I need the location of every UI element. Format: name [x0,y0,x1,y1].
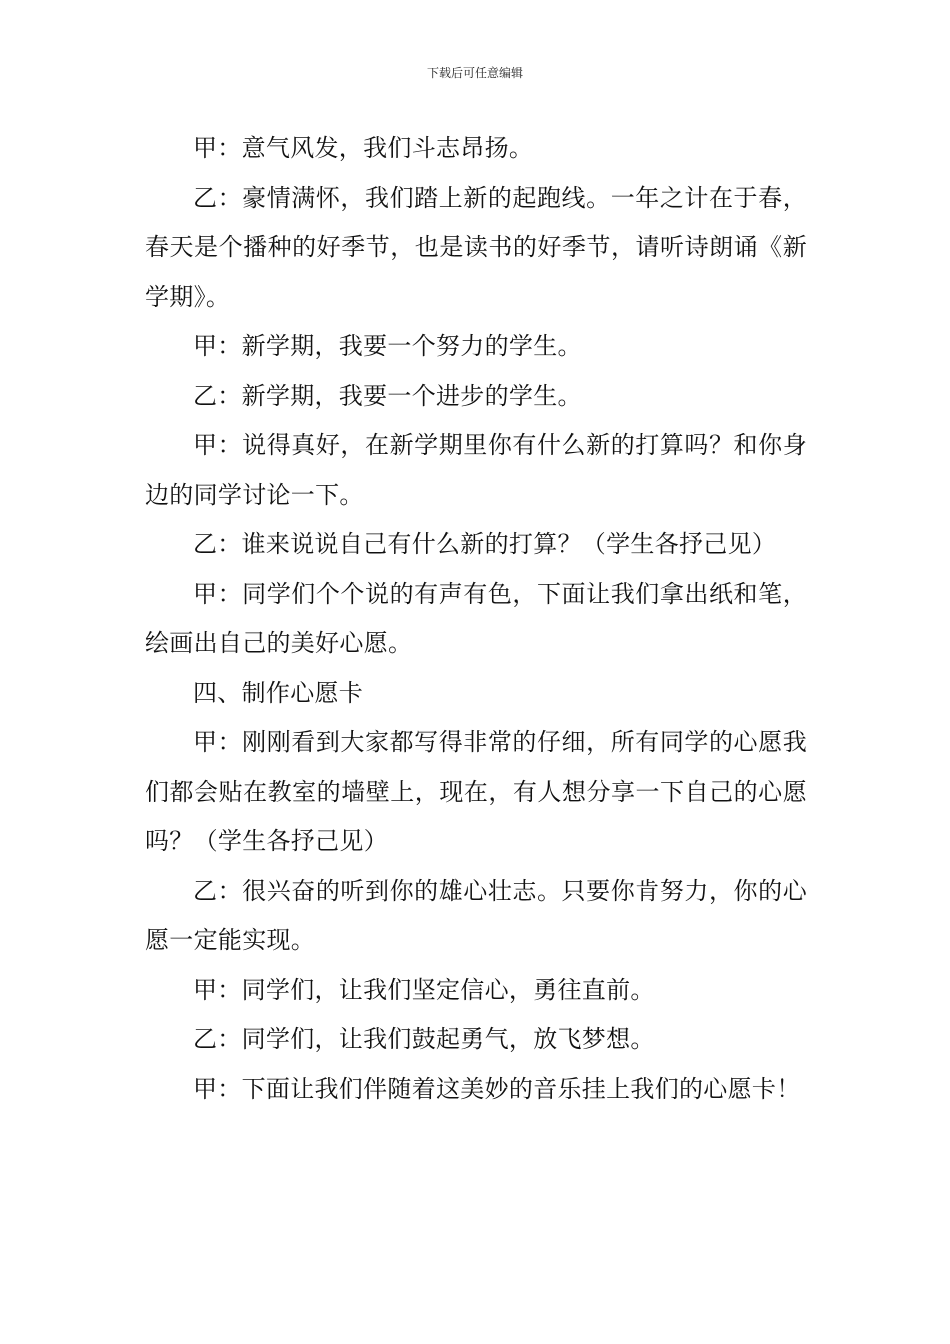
paragraph: 乙：豪情满怀，我们踏上新的起跑线。一年之计在于春，春天是个播种的好季节，也是读书的好季节，请听诗朗诵《新学期》。 [145,183,807,311]
document-body [145,124,807,1114]
paragraph: 乙：新学期，我要一个进步的学生。 [193,381,582,410]
section-heading: 四、制作心愿卡 [193,678,364,707]
paragraph: 乙：谁来说说自己有什么新的打算？（学生各抒己见） [193,530,777,558]
paragraph: 甲：同学们个个说的有声有色，下面让我们拿出纸和笔，绘画出自己的美好心愿。 [145,579,807,657]
paragraph: 乙：很兴奋的听到你的雄心壮志。只要你肯努力，你的心愿一定能实现。 [145,876,807,954]
paragraph: 乙：同学们，让我们鼓起勇气，放飞梦想。 [193,1025,655,1053]
paragraph: 甲：同学们，让我们坚定信心，勇往直前。 [193,975,655,1004]
paragraph: 甲：意气风发，我们斗志昂扬。 [193,134,534,162]
paragraph: 甲：下面让我们伴随着这美妙的音乐挂上我们的心愿卡！ [193,1074,801,1103]
paragraph: 甲：说得真好，在新学期里你有什么新的打算吗？和你身边的同学讨论一下。 [145,431,807,509]
page-header: 下载后可任意编辑 [426,66,523,80]
paragraph: 甲：刚刚看到大家都写得非常的仔细，所有同学的心愿我们都会贴在教室的墙壁上，现在，有人想分享一下自己的心愿吗？（学生各抒己见） [145,728,807,855]
paragraph: 甲：新学期，我要一个努力的学生。 [193,332,582,360]
